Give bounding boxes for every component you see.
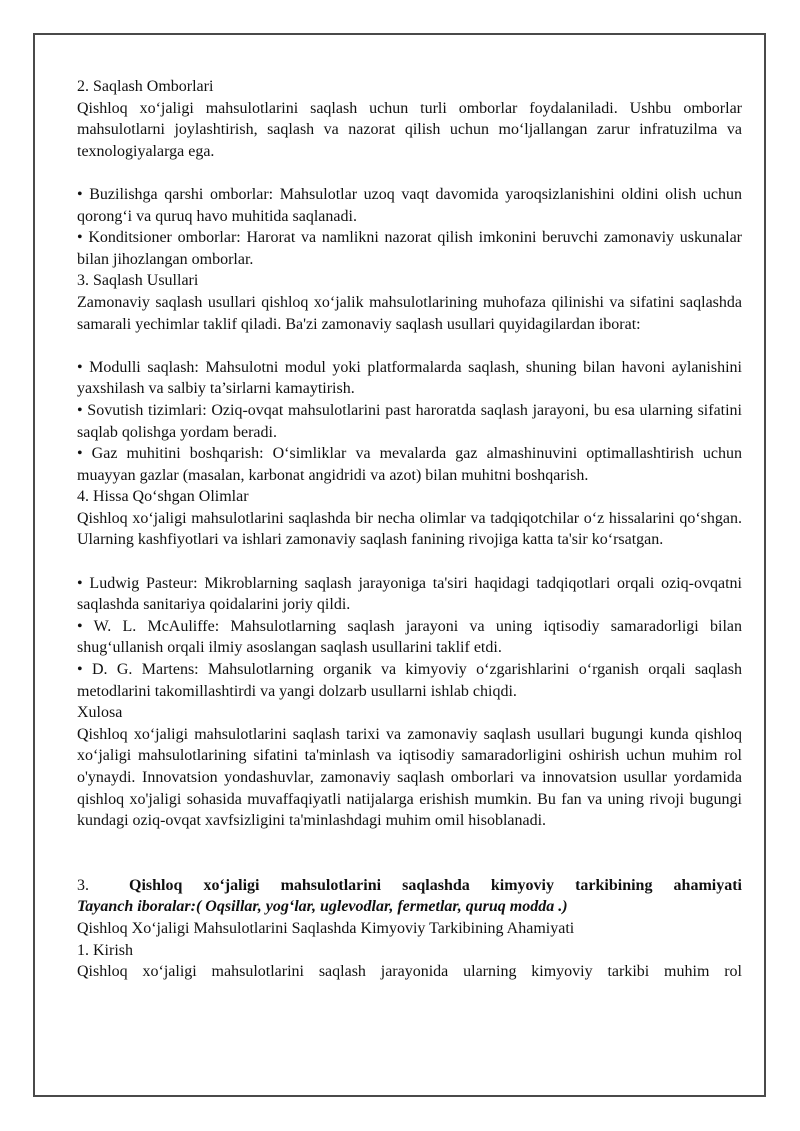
section-heading-contributing-scientists: 4. Hissa Qo‘shgan Olimlar [77,488,249,506]
conclusion-heading: Xulosa [77,704,123,722]
intro-heading: 1. Kirish [77,941,133,959]
bullet-mcauliffe: • W. L. McAuliffe: Mahsulotlarning saqlash jarayoni va uning iqtisodiy samaradorligi bilan shug‘ullanish orqali ilmiy asoslangan saqlash usullarini taklif etdi. [77,617,742,657]
bullet-air-conditioned-warehouses: • Konditsioner omborlar: Harorat va namlikni nazorat qilish imkonini beruvchi zamonaviy uskunalar bilan jihozlangan omborlar. [77,229,742,268]
paragraph-contributing-scientists-intro: Qishloq xo‘jaligi mahsulotlarini saqlashda bir necha olimlar va tadqiqotchilar o‘z hissalarini qo‘shgan. Ularning kashfiyotlari va ishlari zamonaviy saqlash fanining rivojiga katta ta'sir ko‘rsatgan. [77,509,742,549]
paragraph-storage-methods-intro: Zamonaviy saqlash usullari qishloq xo‘jalik mahsulotlarining muhofaza qilinishi va sifatini saqlashda samarali yechimlar taklif qiladi. Ba'zi zamonaviy saqlash usullari quyidagilardan iborat: [77,293,742,333]
topic-number: 3. [77,876,89,894]
topic-heading-chemical-composition [77,875,742,897]
bullet-gas-atmosphere-control: • Gaz muhitini boshqarish: O‘simliklar va mevalarda gaz almashinuvini optimallashtirish uchun muayyan gazlar (masalan, karbonat angidridi va azot) bilan muhitni boshqarish. [77,445,742,484]
bullet-modular-storage: • Modulli saqlash: Mahsulotni modul yoki platformalarda saqlash, shuning bilan havoni aylanishini yaxshilash va salbiy ta’sirlarni kamaytirish. [77,358,742,398]
bullet-anti-spoilage-warehouses: • Buzilishga qarshi omborlar: Mahsulotlar uzoq vaqt davomida yaroqsizlanishini oldini olish uchun qorong‘i va quruq havo muhitida saqlanadi. [77,185,742,225]
bullet-cooling-systems: • Sovutish tizimlari: Oziq-ovqat mahsulotlarini past haroratda saqlash jarayoni, bu esa ularning sifatini saqlab qolishga yordam beradi. [77,401,742,441]
bullet-ludwig-pasteur: • Ludwig Pasteur: Mikroblarning saqlash jarayoniga ta'siri haqidagi tadqiqotlari orqali oziq-ovqatni saqlashda sanitariya qoidalarini joriy qildi. [77,574,742,614]
paragraph-storage-warehouses-intro: Qishloq xo‘jaligi mahsulotlarini saqlash uchun turli omborlar foydalaniladi. Ushbu omborlar mahsulotlarni joylashtirish, saqlash va nazorat qilish uchun mo‘ljallangan zarur infratuzilma va texnologiyalarga ega. [77,99,742,160]
section-heading-storage-warehouses: 2. Saqlash Omborlari [77,78,214,95]
keywords-line: Tayanch iboralar:( Oqsillar, yog‘lar, uglevodlar, fermetlar, quruq modda .) [77,898,568,916]
intro-paragraph: Qishloq xo‘jaligi mahsulotlarini saqlash jarayonida ularning kimyoviy tarkibi muhim rol [77,963,742,981]
topic-title: Qishloq xo‘jaligi mahsulotlarini saqlashda kimyoviy tarkibining ahamiyati [129,876,742,894]
conclusion-paragraph: Qishloq xo‘jaligi mahsulotlarini saqlash tarixi va zamonaviy saqlash usullari bugungi kunda qishloq xo‘jaligi mahsulotlarining sifatini ta'minlash va iqtisodiy samaradorligini oshirish uchun muhim rol o'ynaydi. Innovatsion yondashuvlar, zamonaviy saqlash omborlari va innovatsion usullar yordamida qishloq xo'jaligi sohasida muvaffaqiyatli natijalarga erishish mumkin. Bu fan va uning rivoji bugungi kundagi oziq-ovqat xavfsizligini ta'minlashdagi muhim omil hisoblanadi. [77,725,742,830]
document-body [77,76,742,983]
section-heading-storage-methods: 3. Saqlash Usullari [77,272,199,290]
topic-subtitle: Qishloq Xo‘jaligi Mahsulotlarini Saqlashda Kimyoviy Tarkibining Ahamiyati [77,919,575,937]
bullet-martens: • D. G. Martens: Mahsulotlarning organik va kimyoviy o‘zgarishlarini o‘rganish orqali saqlash metodlarini takomillashtirdi va yangi dolzarb usullarni ishlab chiqdi. [77,661,742,700]
